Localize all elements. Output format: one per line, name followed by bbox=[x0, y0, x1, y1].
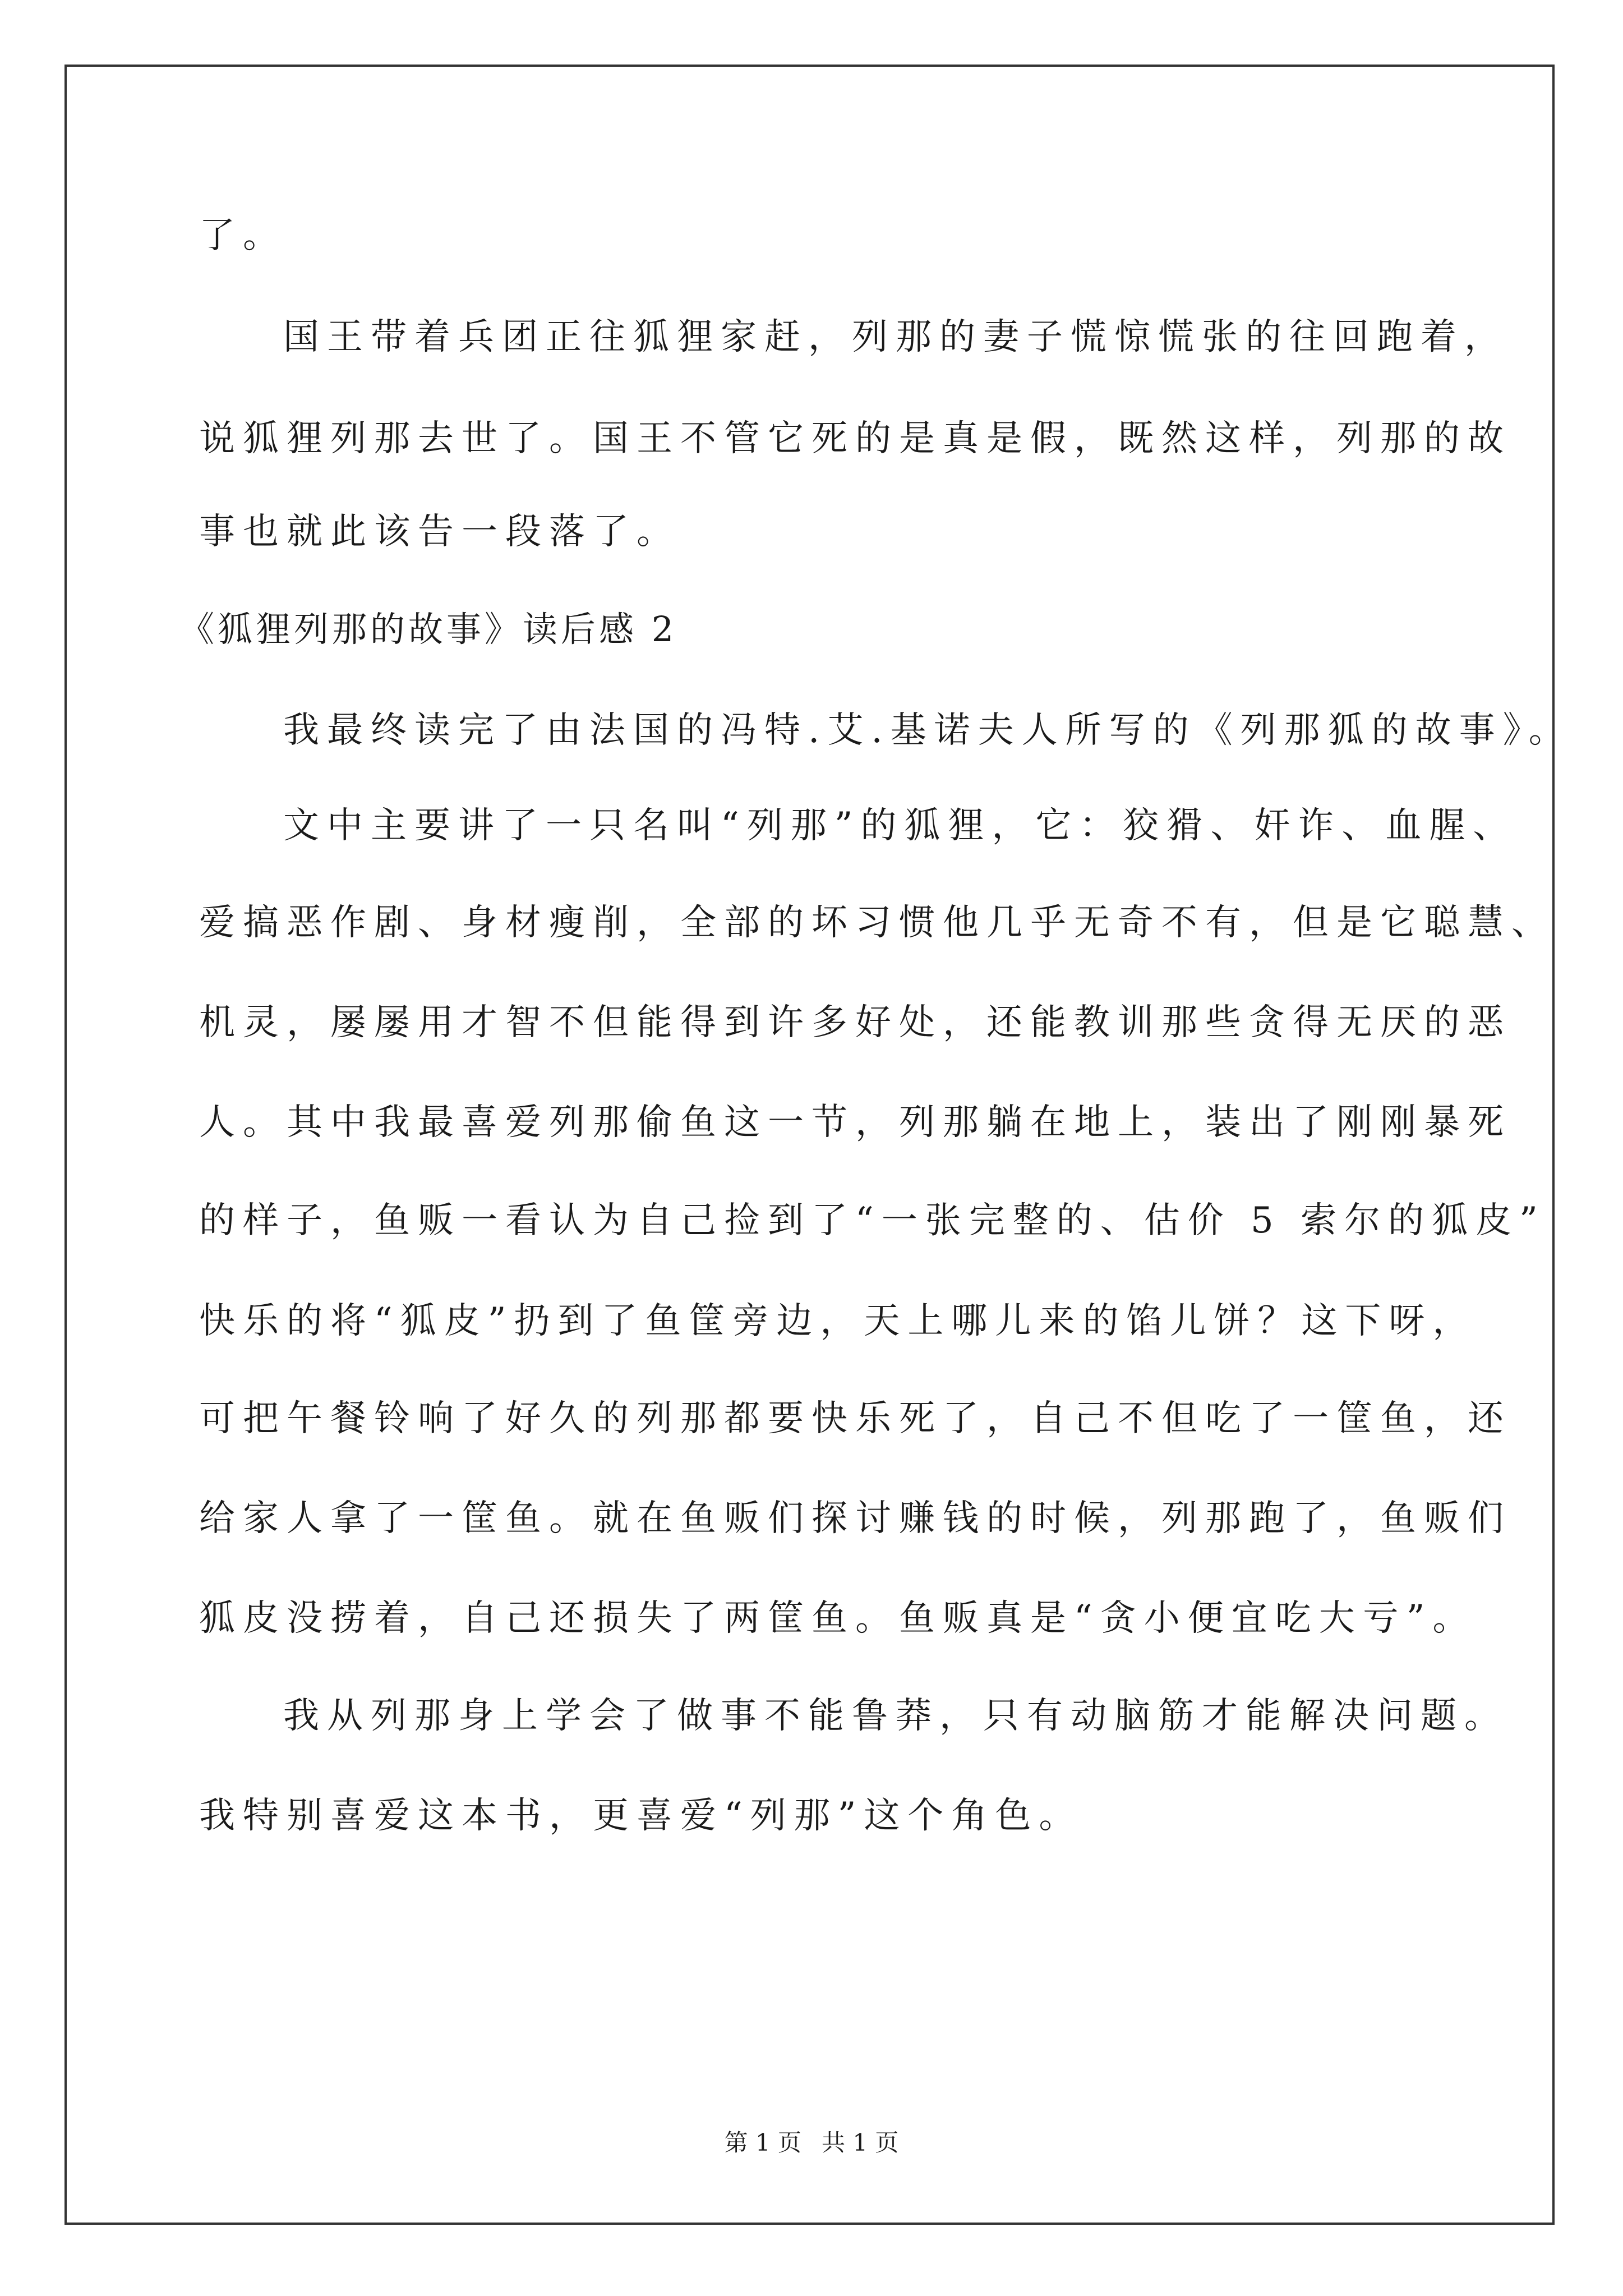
paragraph-line: 事也就此该告一段落了。 bbox=[199, 511, 680, 553]
paragraph-line: 我特别喜爱这本书，更喜爱“列那”这个角色。 bbox=[199, 1795, 1083, 1837]
page-footer bbox=[0, 2126, 1623, 2160]
paragraph-line: 我从列那身上学会了做事不能鲁莽，只有动脑筋才能解决问题。 bbox=[283, 1695, 1508, 1737]
page-number: 第 1 页 bbox=[724, 2129, 801, 2156]
page-count: 共 1 页 bbox=[822, 2129, 899, 2156]
paragraph-line: 狐皮没捞着，自己还损失了两筐鱼。鱼贩真是“贪小便宜吃大亏”。 bbox=[199, 1598, 1477, 1639]
paragraph-line: 我最终读完了由法国的冯特.艾.基诺夫人所写的《列那狐的故事》。 bbox=[283, 710, 1573, 751]
paragraph-line: 人。其中我最喜爱列那偷鱼这一节，列那躺在地上，装出了刚刚暴死 bbox=[199, 1102, 1511, 1143]
paragraph-line: 的样子，鱼贩一看认为自己捡到了“一张完整的、估价 5 索尔的狐皮” bbox=[199, 1200, 1546, 1241]
paragraph-line: 说狐狸列那去世了。国王不管它死的是真是假，既然这样，列那的故 bbox=[199, 418, 1511, 459]
paragraph-line: 快乐的将“狐皮”扔到了鱼筐旁边，天上哪儿来的馅儿饼？这下呀， bbox=[199, 1300, 1477, 1342]
paragraph-line: 可把午餐铃响了好久的列那都要快乐死了，自己不但吃了一筐鱼，还 bbox=[199, 1398, 1511, 1439]
paragraph-line: 文中主要讲了一只名叫“列那”的狐狸，它：狡猾、奸诈、血腥、 bbox=[283, 805, 1517, 846]
paragraph-line: 给家人拿了一筐鱼。就在鱼贩们探讨赚钱的时候，列那跑了，鱼贩们 bbox=[199, 1498, 1511, 1539]
paragraph-line: 了。 bbox=[199, 215, 287, 256]
paragraph-line: 国王带着兵团正往狐狸家赶，列那的妻子慌惊慌张的往回跑着， bbox=[283, 316, 1508, 358]
paragraph-line: 爱搞恶作剧、身材瘦削，全部的坏习惯他几乎无奇不有，但是它聪慧、 bbox=[199, 902, 1555, 944]
section-heading: 《狐狸列那的故事》读后感 2 bbox=[179, 609, 677, 650]
paragraph-line: 机灵，屡屡用才智不但能得到许多好处，还能教训那些贪得无厌的恶 bbox=[199, 1002, 1511, 1043]
